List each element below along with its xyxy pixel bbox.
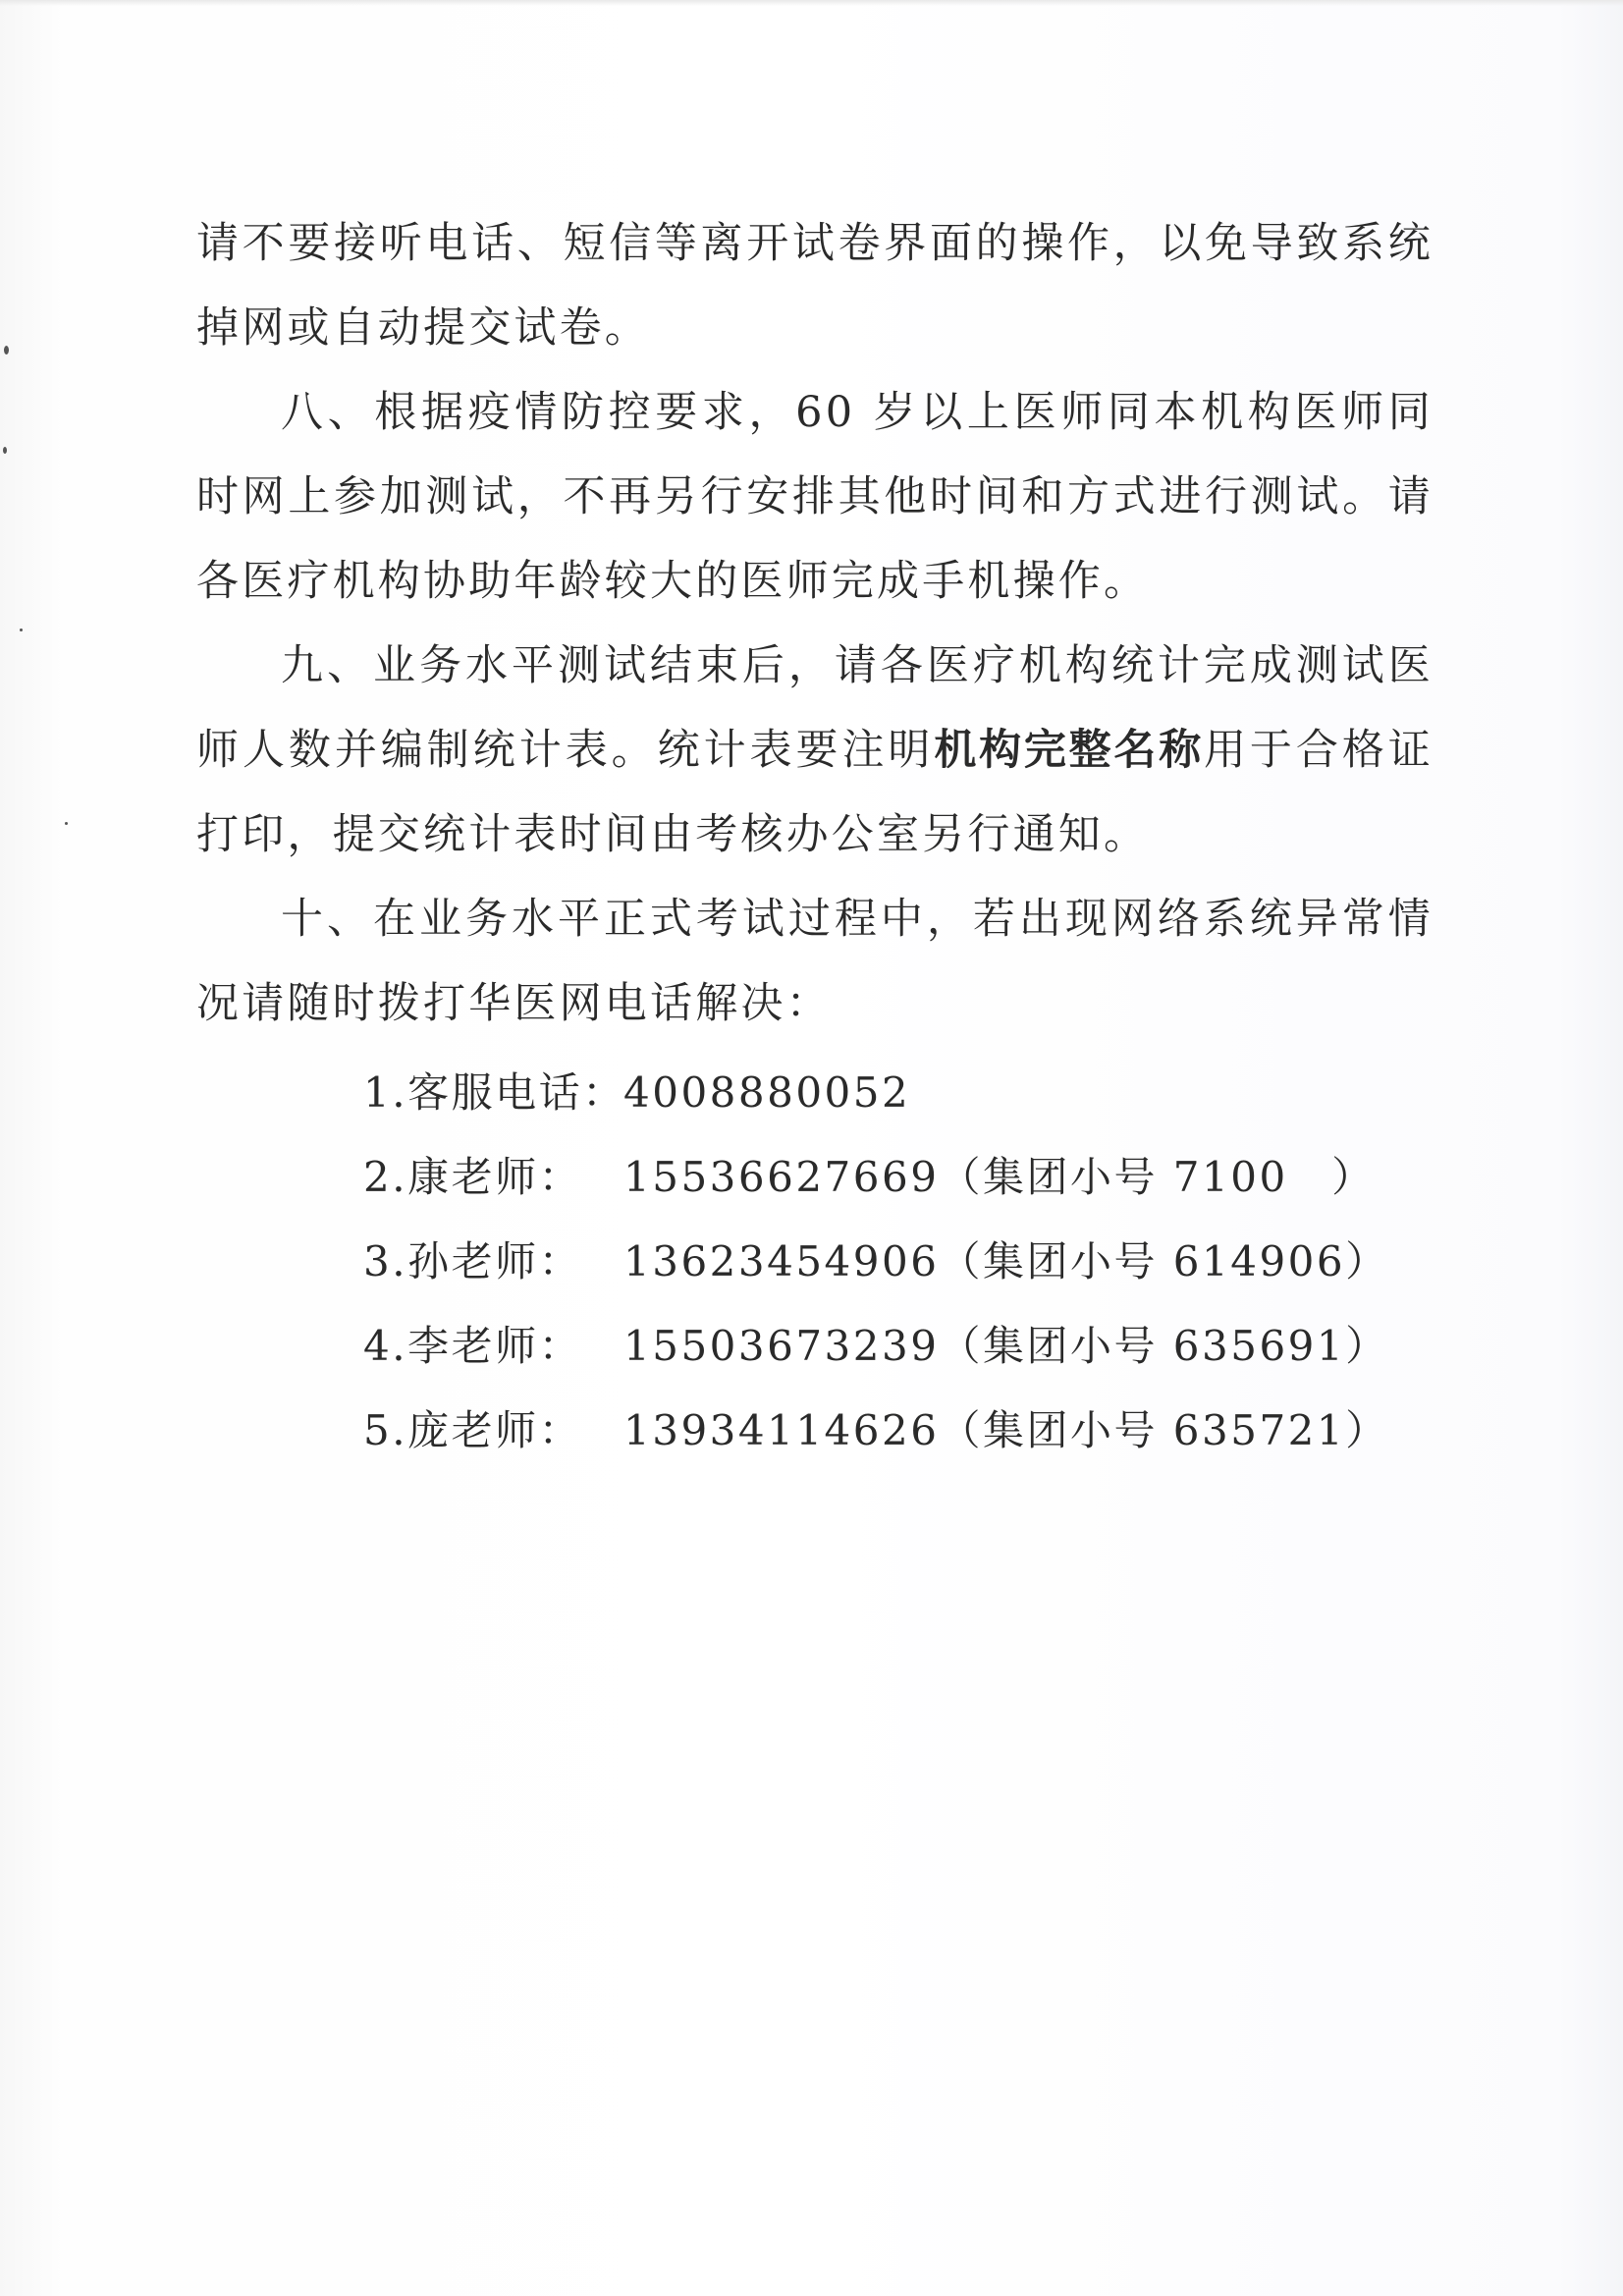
contact-item: [363, 1135, 1376, 1220]
scan-speck: [20, 629, 23, 631]
contact-label: 1.客服电话：: [363, 1068, 626, 1117]
contact-phone: 13934114626（集团小号 635721）: [623, 1406, 1389, 1454]
contact-label: 5.庞老师：: [363, 1406, 583, 1454]
paragraph-9-text-after: 用于合格证打印，提交统计表时间由考核办公室另行通知。: [196, 726, 1434, 859]
paragraph-7-continued: 请不要接听电话、短信等离开试卷界面的操作，以免导致系统掉网或自动提交试卷。: [196, 219, 1434, 353]
contact-list: [363, 1051, 1389, 1473]
contact-phone: 15536627669（集团小号 7100 ）: [623, 1153, 1376, 1201]
contact-label: 4.李老师：: [363, 1322, 583, 1370]
contact-item: [363, 1220, 1389, 1304]
scan-speck: [65, 822, 68, 825]
contact-item: [363, 1304, 1389, 1389]
contact-label: 3.孙老师：: [363, 1237, 583, 1285]
body-text: [196, 201, 1434, 1046]
contact-phone: 4008880052: [623, 1068, 911, 1117]
contact-item: [363, 1051, 1345, 1135]
paragraph-9-text-before: 九、业务水平测试结束后，请各医疗机构统计完成测试医师人数并编制统计表。统计表要注明: [196, 641, 1434, 775]
paragraph-9: [196, 624, 1434, 877]
scan-speck: [3, 447, 7, 454]
contact-phone: 15503673239（集团小号 635691）: [623, 1322, 1389, 1370]
scan-edge: [0, 0, 1623, 6]
scan-speck: [4, 346, 9, 355]
paragraph-8: 八、根据疫情防控要求，60 岁以上医师同本机构医师同时网上参加测试，不再另行安排其他时间和方式进行测试。请各医疗机构协助年龄较大的医师完成手机操作。: [196, 388, 1434, 606]
institution-name-emphasis: 机构完整名称: [934, 726, 1204, 775]
contact-label: 2.康老师：: [363, 1153, 583, 1201]
contact-phone: 13623454906（集团小号 614906）: [623, 1237, 1389, 1285]
paragraph-10: 十、在业务水平正式考试过程中，若出现网络系统异常情况请随时拨打华医网电话解决：: [196, 895, 1434, 1028]
contact-item: [363, 1389, 1389, 1473]
